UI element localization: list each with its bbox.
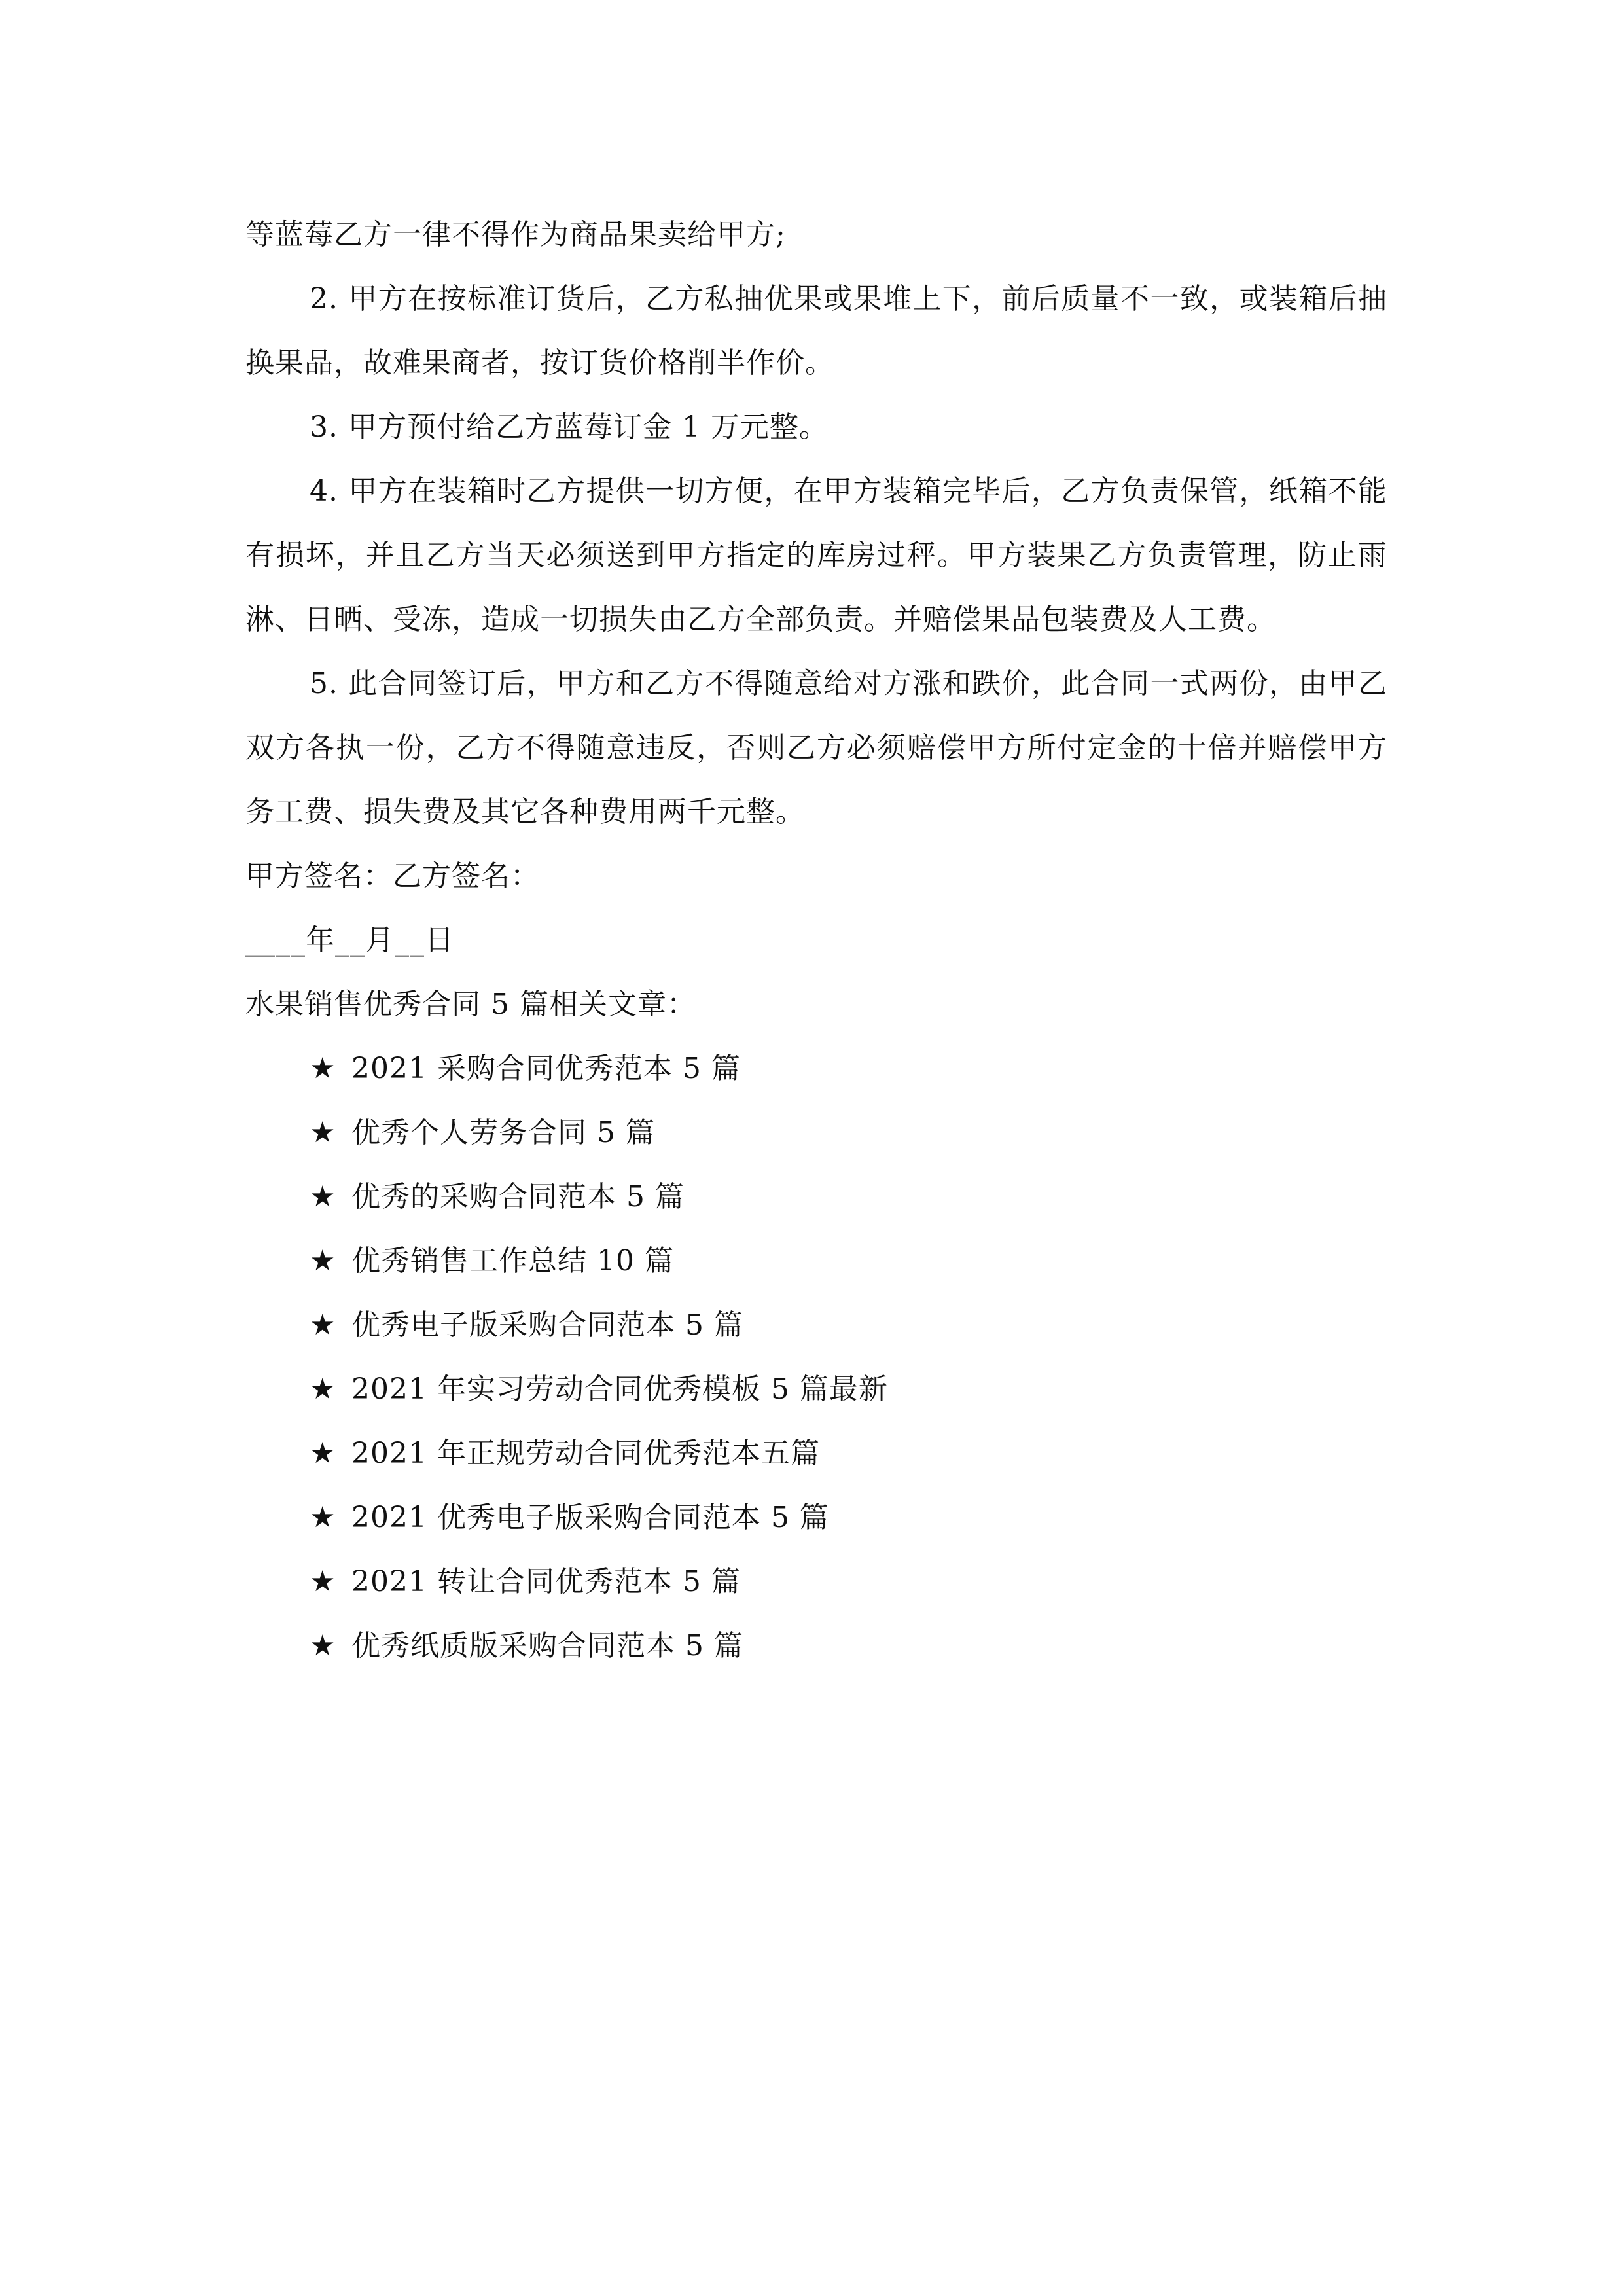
star-icon: ★	[310, 1565, 336, 1598]
star-icon: ★	[310, 1501, 336, 1534]
star-icon: ★	[310, 1180, 336, 1213]
related-article-link[interactable]	[310, 1422, 1387, 1486]
star-icon: ★	[310, 1116, 336, 1149]
date-line: ____年__月__日	[245, 924, 454, 957]
star-icon: ★	[310, 1244, 336, 1278]
related-article-title: 2021 年正规劳动合同优秀范本五篇	[351, 1437, 820, 1470]
clause-2: 2. 甲方在按标准订货后，乙方私抽优果或果堆上下，前后质量不一致，或装箱后抽换果品，故难果商者，按订货价格削半作价。	[245, 282, 1387, 380]
star-icon: ★	[310, 1052, 336, 1085]
related-article-link[interactable]	[310, 1037, 1387, 1101]
related-article-title: 2021 年实习劳动合同优秀模板 5 篇最新	[351, 1372, 888, 1406]
related-article-link[interactable]	[310, 1357, 1387, 1422]
related-article-link[interactable]	[310, 1486, 1387, 1550]
related-article-title: 优秀的采购合同范本 5 篇	[351, 1180, 685, 1213]
clause-4: 4. 甲方在装箱时乙方提供一切方便，在甲方装箱完毕后，乙方负责保管，纸箱不能有损坏，并且乙方当天必须送到甲方指定的库房过秤。甲方装果乙方负责管理，防止雨淋、日晒、受冻，造成一切损失由乙方全部负责。并赔偿果品包装费及人工费。	[245, 475, 1387, 636]
related-article-title: 优秀纸质版采购合同范本 5 篇	[351, 1629, 743, 1662]
paragraph-continuation: 等蓝莓乙方一律不得作为商品果卖给甲方;	[245, 218, 786, 251]
clause-3: 3. 甲方预付给乙方蓝莓订金 1 万元整。	[310, 410, 829, 444]
related-article-title: 2021 转让合同优秀范本 5 篇	[351, 1565, 741, 1598]
related-article-title: 优秀个人劳务合同 5 篇	[351, 1116, 655, 1149]
signature-line: 甲方签名：乙方签名：	[245, 859, 540, 893]
related-article-link[interactable]	[310, 1293, 1387, 1357]
related-article-title: 2021 优秀电子版采购合同范本 5 篇	[351, 1501, 829, 1534]
related-article-link[interactable]	[310, 1614, 1387, 1678]
related-article-title: 优秀电子版采购合同范本 5 篇	[351, 1308, 743, 1342]
related-article-link[interactable]	[310, 1101, 1387, 1165]
related-articles-list	[245, 1037, 1387, 1678]
related-article-title: 2021 采购合同优秀范本 5 篇	[351, 1052, 741, 1085]
star-icon: ★	[310, 1372, 336, 1406]
star-icon: ★	[310, 1629, 336, 1662]
related-article-title: 优秀销售工作总结 10 篇	[351, 1244, 674, 1278]
related-article-link[interactable]	[310, 1550, 1387, 1614]
star-icon: ★	[310, 1437, 336, 1470]
clause-5: 5. 此合同签订后，甲方和乙方不得随意给对方涨和跌价，此合同一式两份，由甲乙双方各执一份，乙方不得随意违反，否则乙方必须赔偿甲方所付定金的十倍并赔偿甲方务工费、损失费及其它各种费用两千元整。	[245, 667, 1387, 829]
related-article-link[interactable]	[310, 1165, 1387, 1229]
related-articles-heading: 水果销售优秀合同 5 篇相关文章：	[245, 988, 696, 1021]
related-article-link[interactable]	[310, 1229, 1387, 1293]
star-icon: ★	[310, 1308, 336, 1342]
document-body	[245, 203, 1387, 1678]
